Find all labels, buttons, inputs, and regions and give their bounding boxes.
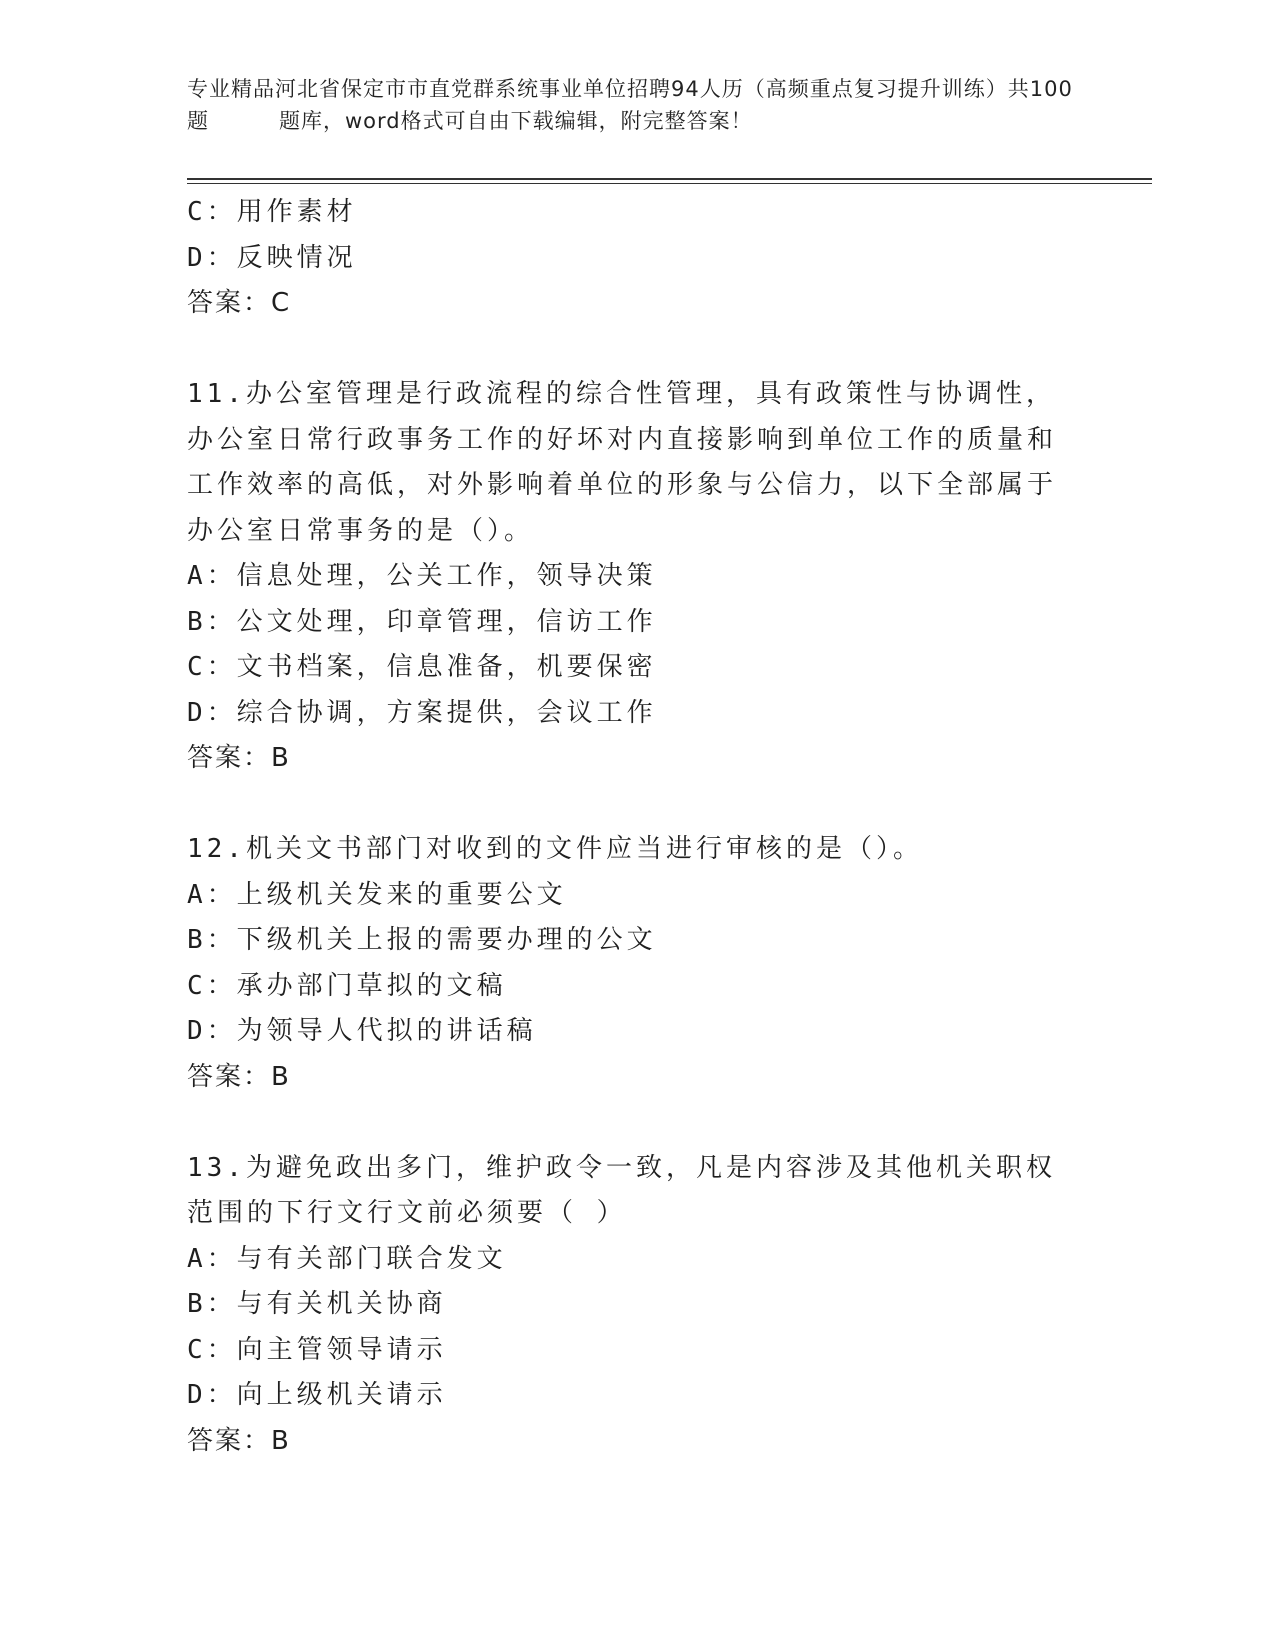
question-block-13: [187, 1146, 1087, 1465]
option-b: B：公文处理，印章管理，信访工作: [187, 606, 657, 637]
document-header: [187, 73, 1077, 137]
question-block-11: [187, 372, 1087, 782]
answer-line: 答案：B: [187, 743, 291, 773]
question-text: 11.办公室管理是行政流程的综合性管理，具有政策性与协调性，办公室日常行政事务工作的好坏对内直接影响到单位工作的质量和工作效率的高低，对外影响着单位的形象与公信力，以下全部属于办公室日常事务的是（）。: [187, 379, 1058, 546]
option-b: B：与有关机关协商: [187, 1289, 447, 1319]
answer-line: 答案：B: [187, 1061, 291, 1092]
answer-line: 答案：B: [187, 1425, 291, 1456]
question-text: 12.机关文书部门对收到的文件应当进行审核的是（）。: [187, 834, 923, 864]
spacer: [187, 1100, 1087, 1146]
option-a: A：与有关部门联合发文: [187, 1243, 507, 1274]
option-a: A：信息处理，公关工作，领导决策: [187, 561, 657, 591]
header-divider-thick: [187, 178, 1152, 180]
header-divider-thin: [187, 183, 1152, 184]
option-d: D：向上级机关请示: [187, 1380, 447, 1410]
question-list: [187, 190, 1087, 1464]
header-title-part1: 专业精品河北省保定市市直党群系统事业单位招聘94人历（高频重点复习提升训练）共100题: [187, 77, 1073, 133]
option-c: C：文书档案，信息准备，机要保密: [187, 652, 657, 682]
question-block-12: [187, 827, 1087, 1100]
answer-line: 答案：C: [187, 288, 292, 318]
option-c: C：承办部门草拟的文稿: [187, 970, 507, 1001]
option-b: B：下级机关上报的需要办理的公文: [187, 925, 657, 955]
option-d: D：为领导人代拟的讲话稿: [187, 1016, 537, 1046]
option-a: A：上级机关发来的重要公文: [187, 879, 567, 910]
spacer: [187, 782, 1087, 828]
option-d: D：反映情况: [187, 242, 357, 273]
option-c: C：用作素材: [187, 197, 357, 227]
option-d: D：综合协调，方案提供，会议工作: [187, 697, 657, 728]
header-title-part2: 题库，word格式可自由下载编辑，附完整答案！: [279, 109, 753, 133]
spacer: [187, 327, 1087, 373]
question-text: 13.为避免政出多门，维护政令一致，凡是内容涉及其他机关职权范围的下行文行文前必须要（ ）: [187, 1152, 1056, 1228]
option-c: C：向主管领导请示: [187, 1334, 447, 1365]
